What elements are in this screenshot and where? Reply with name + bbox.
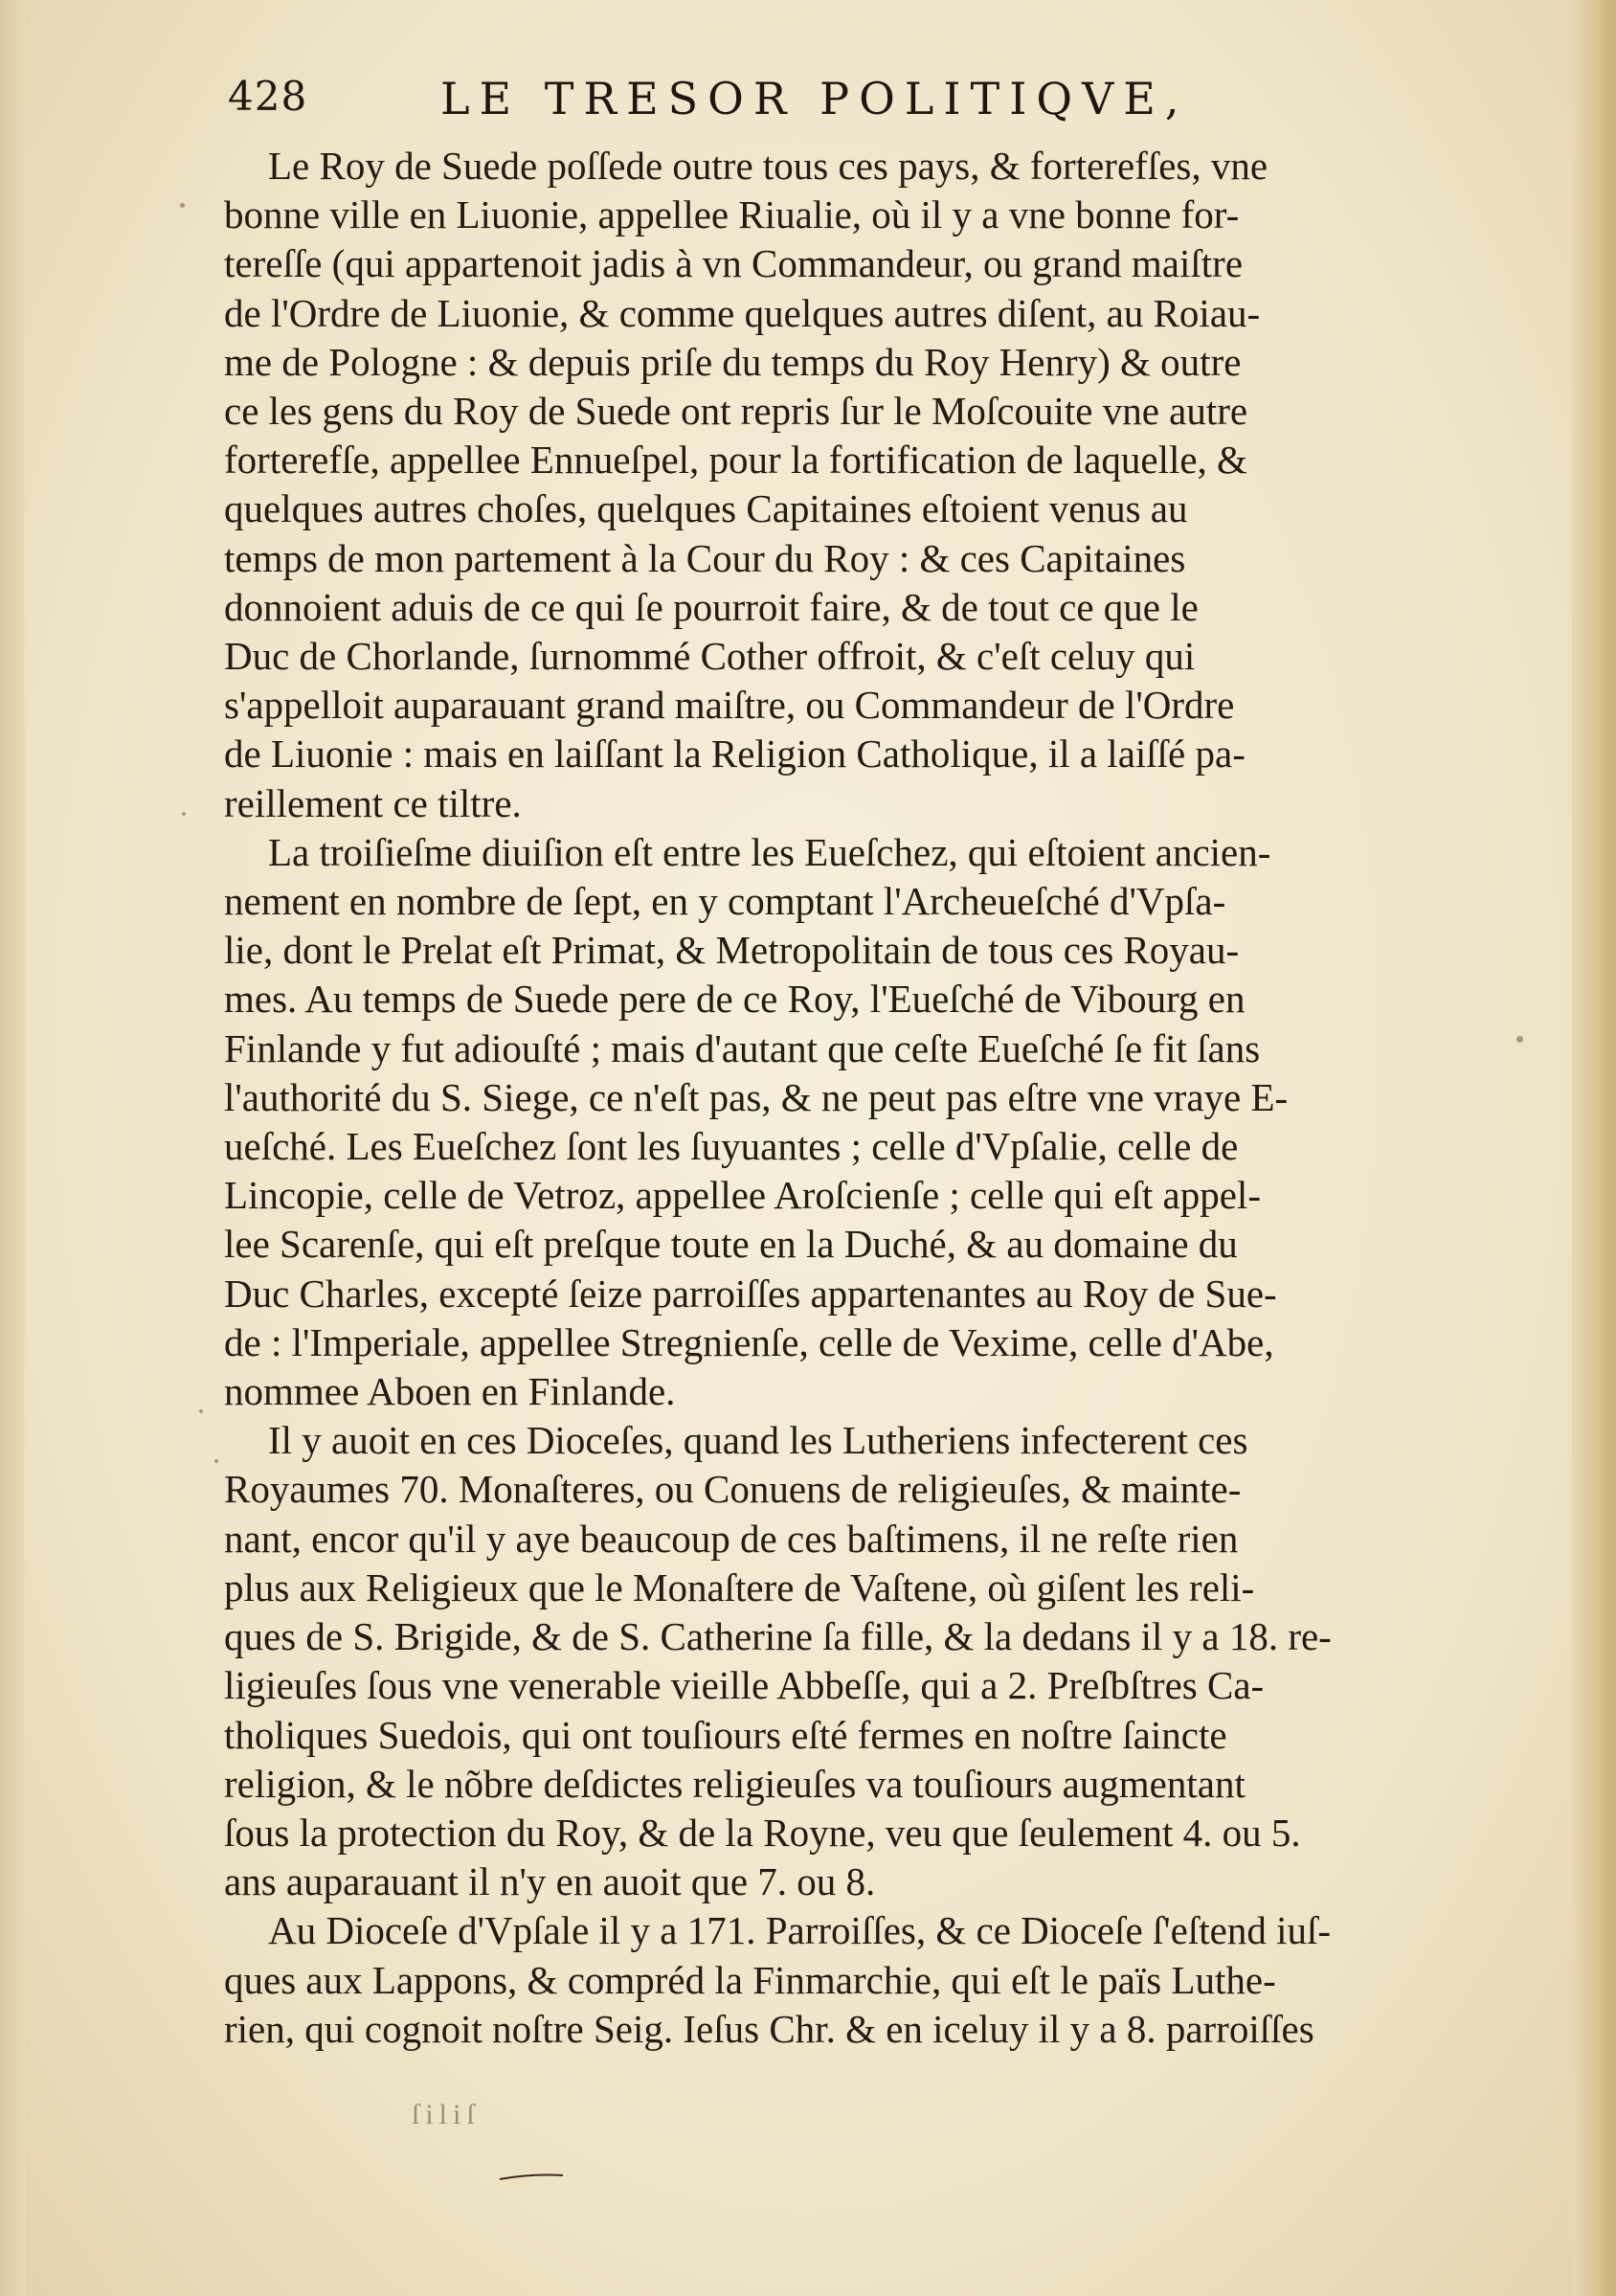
- text-line: Finlande y fut adiouſté ; mais d'autant que ceſte Eueſché ſe fit ſans: [224, 1025, 1261, 1070]
- text-line: l'authorité du S. Siege, ce n'eſt pas, & ne peut pas eſtre vne vraye E-: [224, 1074, 1289, 1119]
- text-line: ques aux Lappons, & compréd la Finmarchie, qui eſt le païs Luthe-: [224, 1957, 1276, 2002]
- running-head: [228, 73, 1319, 130]
- text-line: lee Scarenſe, qui eſt preſque toute en la Duché, & au domaine du: [224, 1222, 1238, 1267]
- page-number: 428: [228, 73, 308, 120]
- text-line: Il y auoit en ces Dioceſes, quand les Lutheriens infecterent ces: [268, 1418, 1248, 1463]
- ink-stroke-mark: [498, 2173, 565, 2181]
- text-line: ſous la protection du Roy, & de la Royne, veu que ſeulement 4. ou 5.: [224, 1810, 1301, 1855]
- paragraph: [224, 828, 1469, 1416]
- ink-speck: [199, 1409, 203, 1413]
- paragraph: [224, 142, 1469, 828]
- text-line: bonne ville en Liuonie, appellee Riualie, où il y a vne bonne for-: [224, 192, 1240, 237]
- text-line: temps de mon partement à la Cour du Roy : & ces Capitaines: [224, 535, 1186, 580]
- text-line: ueſché. Les Eueſchez ſont les ſuyuantes ; celle d'Vpſalie, celle de: [224, 1124, 1239, 1169]
- text-line: de l'Ordre de Liuonie, & comme quelques autres diſent, au Roiau-: [224, 290, 1261, 335]
- text-line: nommee Aboen en Finlande.: [224, 1369, 676, 1414]
- text-line: de Liuonie : mais en laiſſant la Religion Catholique, il a laiſſé pa-: [224, 732, 1246, 777]
- text-line: quelques autres choſes, quelques Capitaines eſtoient venus au: [224, 486, 1188, 531]
- text-line: ligieuſes ſous vne venerable vieille Abbeſſe, qui a 2. Preſbſtres Ca-: [224, 1663, 1265, 1708]
- text-line: ans auparauant il n'y en auoit que 7. ou 8.: [224, 1859, 876, 1904]
- text-line: donnoient aduis de ce qui ſe pourroit faire, & de tout ce que le: [224, 584, 1199, 629]
- text-line: Le Roy de Suede poſſede outre tous ces pays, & forterefſes, vne: [268, 144, 1268, 188]
- text-line: mes. Au temps de Suede pere de ce Roy, l'Eueſché de Vibourg en: [224, 977, 1246, 1022]
- text-line: nant, encor qu'il y aye beaucoup de ces baſtimens, il ne reſte rien: [224, 1516, 1239, 1561]
- text-line: me de Pologne : & depuis priſe du temps du Roy Henry) & outre: [224, 339, 1242, 384]
- text-line: religion, & le nõbre deſdictes religieuſes va touſiours augmentant: [224, 1761, 1246, 1806]
- paragraph: [224, 1906, 1469, 2054]
- ink-speck: [182, 812, 186, 816]
- text-line: reillement ce tiltre.: [224, 780, 522, 825]
- ink-speck: [214, 1459, 218, 1463]
- text-line: ce les gens du Roy de Suede ont repris ſur le Moſcouite vne autre: [224, 389, 1248, 434]
- text-line: Lincopie, celle de Vetroz, appellee Aroſcienſe ; celle qui eſt appel-: [224, 1173, 1261, 1218]
- text-line: Royaumes 70. Monaſteres, ou Conuens de religieuſes, & mainte-: [224, 1467, 1242, 1512]
- body-text: [224, 142, 1469, 2054]
- text-line: nement en nombre de ſept, en y comptant l'Archeueſché d'Vpſa-: [224, 879, 1226, 924]
- text-line: tereſſe (qui appartenoit jadis à vn Commandeur, ou grand maiſtre: [224, 241, 1244, 286]
- text-line: forterefſe, appellee Ennueſpel, pour la fortification de laquelle, &: [224, 438, 1247, 483]
- text-line: La troiſieſme diuiſion eſt entre les Eueſchez, qui eſtoient ancien-: [268, 829, 1271, 874]
- page-edge-shadow: [1572, 0, 1616, 2296]
- running-title: LE TRESOR POLITIQVE,: [440, 73, 1189, 124]
- text-line: s'appelloit auparauant grand maiſtre, ou Commandeur de l'Ordre: [224, 683, 1235, 728]
- text-line: Duc Charles, excepté ſeize parroiſſes appartenantes au Roy de Sue-: [224, 1271, 1277, 1316]
- paragraph: [224, 1416, 1469, 1906]
- text-line: plus aux Religieux que le Monaſtere de Vaſtene, où giſent les reli-: [224, 1564, 1255, 1609]
- text-line: tholiques Suedois, qui ont touſiours eſté fermes en noſtre ſaincte: [224, 1712, 1227, 1757]
- text-line: Duc de Chorlande, ſurnommé Cother offroit, & c'eſt celuy qui: [224, 634, 1196, 679]
- ink-speck: [180, 203, 185, 208]
- text-line: de : l'Imperiale, appellee Stregnienſe, celle de Vexime, celle d'Abe,: [224, 1319, 1274, 1364]
- text-line: rien, qui cognoit noſtre Seig. Ieſus Chr. & en iceluy il y a 8. parroiſſes: [224, 2006, 1314, 2051]
- faint-catchword: ſiliſ: [412, 2099, 481, 2130]
- text-line: ques de S. Brigide, & de S. Catherine ſa fille, & la dedans il y a 18. re-: [224, 1614, 1332, 1659]
- ink-speck: [1516, 1036, 1523, 1043]
- page-gutter-shadow: [0, 0, 25, 2296]
- text-line: lie, dont le Prelat eſt Primat, & Metropolitain de tous ces Royau-: [224, 928, 1240, 973]
- text-line: Au Dioceſe d'Vpſale il y a 171. Parroiſſes, & ce Dioceſe ſ'eſtend iuſ-: [268, 1908, 1332, 1953]
